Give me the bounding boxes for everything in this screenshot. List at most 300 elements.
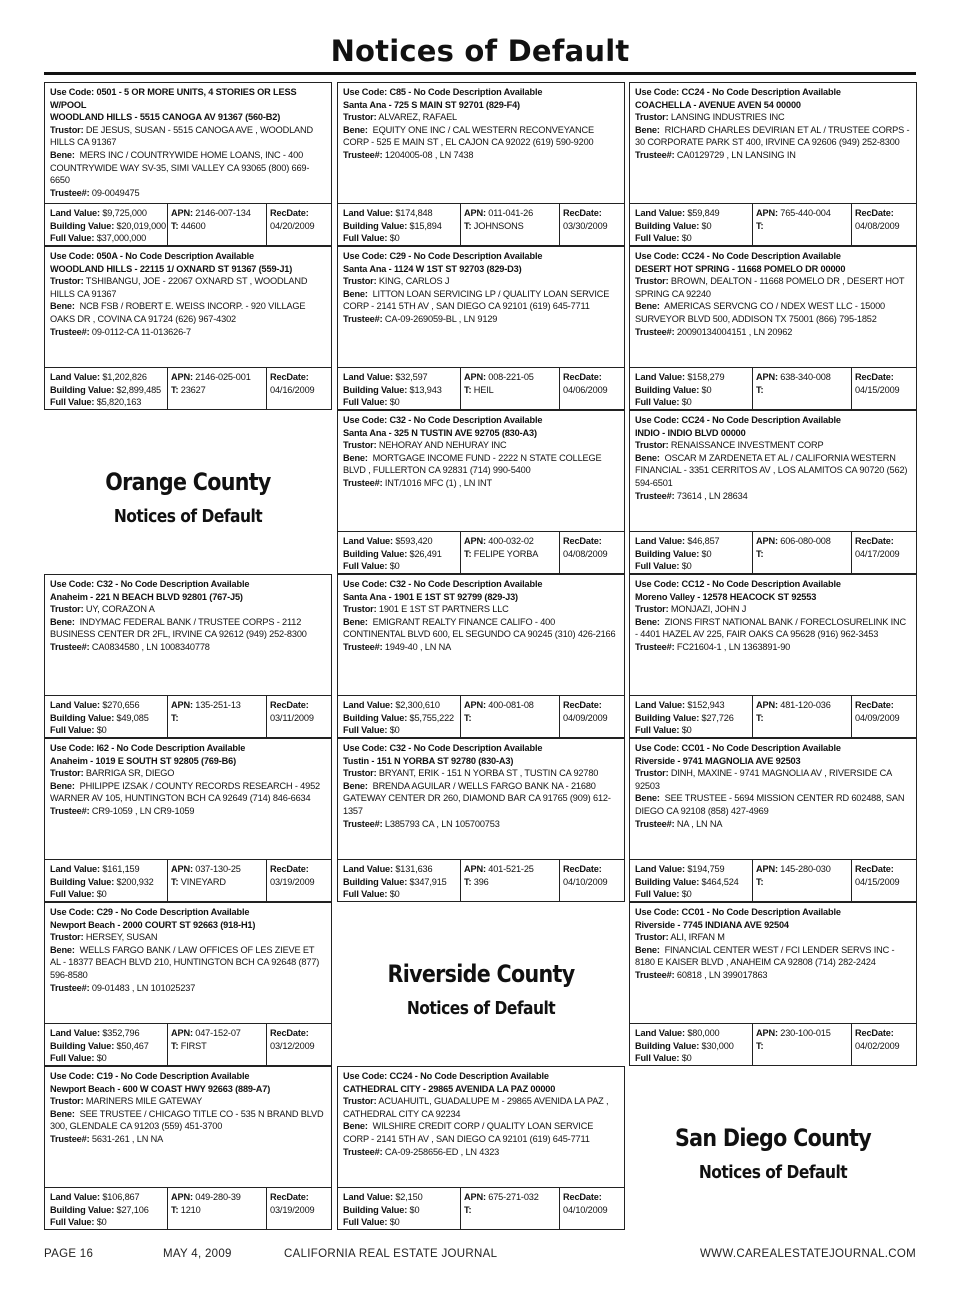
apn-column bbox=[464, 535, 558, 560]
bene-line bbox=[635, 452, 911, 490]
land-value: $59,849 bbox=[687, 208, 720, 218]
bene-value: LITTON LOAN SERVICING LP / QUALITY LOAN SERVICE CORP - 2141 5TH AV , SAN DIEGO CA 92101 (619) 645-7711 bbox=[343, 288, 610, 312]
value-row bbox=[45, 203, 331, 245]
t-label: T: bbox=[464, 712, 472, 723]
land-value-label: Land Value: bbox=[50, 700, 100, 710]
apn-label: APN: bbox=[756, 372, 778, 382]
land-value: $194,759 bbox=[687, 864, 725, 874]
recdate-value: 04/09/2009 bbox=[563, 712, 608, 723]
bene-value: ZIONS FIRST NATIONAL BANK / FORECLOSURELINK INC - 4401 HAZEL AV 225, FAIR OAKS CA 95628 (916) 962-3453 bbox=[635, 616, 906, 640]
t-line bbox=[171, 876, 265, 889]
trustor-value: KING, CARLOS J bbox=[378, 276, 450, 287]
land-value-label: Land Value: bbox=[343, 372, 393, 382]
apn-line bbox=[171, 863, 265, 876]
land-value-label: Land Value: bbox=[635, 372, 685, 382]
notice-body bbox=[338, 83, 624, 162]
full-value-label: Full Value: bbox=[343, 233, 388, 244]
trustee-value: NA , LN NA bbox=[676, 818, 723, 829]
trustee-label: Trustee#: bbox=[343, 641, 383, 652]
recdate-column bbox=[855, 863, 913, 888]
bene-label: Bene: bbox=[50, 616, 75, 627]
notice-body bbox=[630, 903, 916, 982]
trustee-label: Trustee#: bbox=[635, 490, 675, 501]
land-value-label: Land Value: bbox=[635, 1028, 685, 1038]
value-separator bbox=[559, 204, 560, 245]
building-value: $27,106 bbox=[116, 1204, 149, 1215]
apn-line bbox=[171, 1027, 265, 1040]
value-separator bbox=[851, 204, 852, 245]
land-value-label: Land Value: bbox=[635, 700, 685, 710]
recdate-value: 04/08/2009 bbox=[855, 220, 900, 231]
county-name: Riverside County bbox=[387, 960, 575, 988]
value-row bbox=[338, 1187, 624, 1229]
bene-line bbox=[50, 149, 326, 187]
apn-line bbox=[756, 371, 850, 384]
building-value: $13,943 bbox=[409, 384, 442, 395]
land-value-line bbox=[343, 1191, 461, 1204]
t-line bbox=[464, 384, 558, 397]
notice-body bbox=[338, 1067, 624, 1158]
trustor-line bbox=[50, 767, 326, 780]
apn-line bbox=[464, 207, 558, 220]
trustee-value: 1204005-08 , LN 7438 bbox=[384, 149, 474, 160]
notice-card bbox=[337, 738, 625, 902]
trustor-line bbox=[635, 439, 911, 452]
recdate-column bbox=[563, 535, 621, 560]
notice-card bbox=[337, 1066, 625, 1230]
apn-line bbox=[464, 371, 558, 384]
full-value-label: Full Value: bbox=[343, 397, 388, 408]
land-value-line bbox=[50, 371, 168, 384]
apn-column bbox=[464, 207, 558, 232]
apn-column bbox=[171, 1191, 265, 1216]
title-rule bbox=[44, 72, 916, 75]
notice-card bbox=[337, 82, 625, 246]
use-code: Use Code: CC01 - No Code Description Available bbox=[635, 743, 841, 753]
trustor-label: Trustor: bbox=[50, 768, 84, 779]
value-separator bbox=[851, 532, 852, 573]
bene-label: Bene: bbox=[50, 780, 75, 791]
apn-label: APN: bbox=[756, 864, 778, 874]
trustee-value: CA-09-258656-ED , LN 4323 bbox=[384, 1146, 500, 1157]
apn-label: APN: bbox=[171, 700, 193, 710]
trustor-label: Trustor: bbox=[635, 112, 669, 123]
full-value: $0 bbox=[96, 889, 107, 900]
apn-label: APN: bbox=[756, 700, 778, 710]
bene-label: Bene: bbox=[635, 452, 660, 463]
apn-column bbox=[756, 371, 850, 396]
trustee-line bbox=[635, 969, 911, 982]
use-code: Use Code: 050A - No Code Description Available bbox=[50, 251, 254, 261]
full-value-label: Full Value: bbox=[635, 561, 680, 572]
recdate-value: 04/10/2009 bbox=[563, 876, 608, 887]
apn-value: 638-340-008 bbox=[780, 372, 831, 382]
t-label: T: bbox=[464, 876, 472, 887]
full-value: $0 bbox=[389, 889, 400, 900]
apn-value: 011-041-26 bbox=[488, 208, 534, 218]
apn-value: 606-080-008 bbox=[780, 536, 831, 546]
value-separator bbox=[266, 204, 267, 245]
trustee-label: Trustee#: bbox=[635, 818, 675, 829]
bene-label: Bene: bbox=[635, 301, 660, 312]
full-value-line bbox=[50, 724, 168, 737]
building-value-line bbox=[635, 548, 753, 561]
apn-value: 400-032-02 bbox=[488, 536, 534, 546]
footer-publication: CALIFORNIA REAL ESTATE JOURNAL bbox=[284, 1248, 498, 1260]
t-value: 23627 bbox=[180, 384, 206, 395]
trustee-label: Trustee#: bbox=[343, 313, 383, 324]
t-label: T: bbox=[756, 220, 764, 231]
bene-line bbox=[50, 300, 326, 325]
trustee-label: Trustee#: bbox=[343, 477, 383, 488]
trustee-label: Trustee#: bbox=[635, 969, 675, 980]
recdate-label: RecDate: bbox=[563, 536, 602, 546]
trustor-label: Trustor: bbox=[635, 932, 669, 943]
land-value-line bbox=[50, 863, 168, 876]
trustor-value: ALVAREZ, RAFAEL bbox=[378, 112, 458, 123]
apn-value: 135-251-13 bbox=[195, 700, 241, 710]
land-value: $131,636 bbox=[395, 864, 433, 874]
recdate-label: RecDate: bbox=[563, 208, 602, 218]
full-value-label: Full Value: bbox=[635, 1053, 680, 1064]
building-value-line bbox=[50, 1040, 168, 1053]
trustee-line bbox=[343, 477, 619, 490]
t-line bbox=[756, 384, 850, 397]
apn-value: 401-521-25 bbox=[488, 864, 534, 874]
value-separator bbox=[851, 860, 852, 901]
bene-value: SEE TRUSTEE - 5694 MISSION CENTER RD 602488, SAN DIEGO CA 92108 (858) 427-4969 bbox=[635, 793, 905, 816]
apn-line bbox=[464, 863, 558, 876]
trustee-label: Trustee#: bbox=[50, 187, 90, 198]
full-value-label: Full Value: bbox=[50, 889, 95, 900]
t-label: T: bbox=[464, 220, 472, 231]
value-column bbox=[635, 371, 753, 409]
county-banner bbox=[337, 960, 625, 1019]
value-column bbox=[50, 863, 168, 901]
property-address: CATHEDRAL CITY - 29865 AVENIDA LA PAZ 00000 bbox=[343, 1083, 556, 1094]
recdate-column bbox=[270, 207, 328, 232]
recdate-column bbox=[563, 863, 621, 888]
building-value-label: Building Value: bbox=[50, 220, 115, 231]
t-label: T: bbox=[464, 1204, 472, 1215]
trustee-line bbox=[635, 326, 911, 339]
notice-card bbox=[337, 246, 625, 410]
apn-column bbox=[171, 207, 265, 232]
apn-value: 008-221-05 bbox=[488, 372, 534, 382]
building-value-label: Building Value: bbox=[635, 1040, 700, 1051]
notice-body bbox=[45, 739, 331, 818]
recdate-column bbox=[855, 207, 913, 232]
apn-column bbox=[756, 535, 850, 560]
apn-line bbox=[756, 1027, 850, 1040]
trustor-line bbox=[343, 767, 619, 780]
notice-body bbox=[45, 1067, 331, 1146]
property-address: Newport Beach - 600 W COAST HWY 92663 (889-A7) bbox=[50, 1083, 271, 1094]
value-column bbox=[635, 1027, 753, 1065]
land-value: $270,656 bbox=[102, 700, 140, 710]
building-value-line bbox=[635, 712, 753, 725]
full-value-label: Full Value: bbox=[50, 1217, 95, 1228]
land-value-label: Land Value: bbox=[635, 536, 685, 546]
apn-value: 765-440-004 bbox=[780, 208, 831, 218]
land-value-line bbox=[635, 371, 753, 384]
recdate-label: RecDate: bbox=[563, 864, 602, 874]
property-address: Santa Ana - 1124 W 1ST ST 92703 (829-D3) bbox=[343, 263, 522, 274]
county-banner bbox=[629, 1124, 917, 1183]
full-value-label: Full Value: bbox=[343, 1217, 388, 1228]
apn-value: 2146-025-001 bbox=[195, 372, 251, 382]
trustor-line bbox=[635, 931, 911, 944]
land-value-label: Land Value: bbox=[343, 864, 393, 874]
notice-body bbox=[338, 739, 624, 830]
recdate-label: RecDate: bbox=[855, 700, 894, 710]
trustor-value: UY, CORAZON A bbox=[85, 604, 155, 615]
apn-column bbox=[464, 371, 558, 396]
trustor-value: BARRIGA SR, DIEGO bbox=[85, 768, 175, 779]
bene-line bbox=[50, 944, 326, 982]
notice-card bbox=[44, 82, 332, 246]
trustee-value: 09-0049475 bbox=[91, 187, 140, 198]
t-label: T: bbox=[756, 1040, 764, 1051]
trustee-label: Trustee#: bbox=[50, 641, 90, 652]
recdate-value: 03/30/2009 bbox=[563, 220, 608, 231]
value-column bbox=[635, 207, 753, 245]
trustor-label: Trustor: bbox=[635, 604, 669, 615]
value-column bbox=[635, 863, 753, 901]
t-line bbox=[464, 1204, 558, 1217]
building-value-label: Building Value: bbox=[343, 384, 408, 395]
full-value: $0 bbox=[681, 725, 692, 736]
t-label: T: bbox=[171, 220, 179, 231]
apn-line bbox=[171, 1191, 265, 1204]
bene-value: MORTGAGE INCOME FUND - 2222 N STATE COLLEGE BLVD , FULLERTON CA 92831 (714) 990-5400 bbox=[343, 452, 602, 476]
property-address: Santa Ana - 725 S MAIN ST 92701 (829-F4) bbox=[343, 99, 520, 110]
apn-label: APN: bbox=[756, 536, 778, 546]
bene-label: Bene: bbox=[343, 780, 368, 791]
property-address: Newport Beach - 2000 COURT ST 92663 (918-H1) bbox=[50, 919, 256, 930]
building-value: $49,085 bbox=[116, 712, 149, 723]
t-line bbox=[171, 1204, 265, 1217]
full-value-label: Full Value: bbox=[50, 1053, 95, 1064]
trustee-label: Trustee#: bbox=[50, 982, 90, 993]
building-value-label: Building Value: bbox=[635, 384, 700, 395]
notice-card bbox=[44, 738, 332, 902]
notice-body bbox=[630, 575, 916, 654]
recdate-label: RecDate: bbox=[855, 1028, 894, 1038]
value-separator bbox=[559, 368, 560, 409]
bene-value: INDYMAC FEDERAL BANK / TRUSTEE CORPS - 2112 BUSINESS CENTER DR 2FL, IRVINE CA 92612 (949) 252-8300 bbox=[50, 616, 307, 640]
bene-label: Bene: bbox=[343, 288, 368, 299]
land-value-line bbox=[635, 535, 753, 548]
notice-card bbox=[629, 574, 917, 738]
t-value: 1210 bbox=[180, 1204, 201, 1215]
land-value: $2,300,610 bbox=[395, 700, 440, 710]
land-value-label: Land Value: bbox=[343, 208, 393, 218]
value-row bbox=[45, 1187, 331, 1229]
building-value: $30,000 bbox=[701, 1040, 734, 1051]
building-value-label: Building Value: bbox=[343, 1204, 408, 1215]
building-value: $0 bbox=[701, 548, 712, 559]
apn-column bbox=[464, 699, 558, 724]
use-code: Use Code: CC24 - No Code Description Available bbox=[343, 1071, 549, 1081]
t-label: T: bbox=[171, 384, 179, 395]
land-value: $1,202,826 bbox=[102, 372, 147, 382]
trustor-line bbox=[343, 439, 619, 452]
t-value: JOHNSONS bbox=[473, 220, 524, 231]
use-code: Use Code: C32 - No Code Description Available bbox=[50, 579, 250, 589]
land-value: $80,000 bbox=[687, 1028, 720, 1038]
apn-line bbox=[464, 1191, 558, 1204]
trustee-label: Trustee#: bbox=[635, 326, 675, 337]
notice-body bbox=[338, 247, 624, 326]
property-address: Tustin - 151 N YORBA ST 92780 (830-A3) bbox=[343, 755, 514, 766]
land-value-line bbox=[635, 1027, 753, 1040]
trustee-label: Trustee#: bbox=[635, 149, 675, 160]
trustee-line bbox=[50, 326, 326, 339]
trustor-value: DINH, MAXINE - 9741 MAGNOLIA AV , RIVERSIDE CA 92503 bbox=[635, 768, 892, 791]
trustor-label: Trustor: bbox=[635, 440, 669, 451]
recdate-column bbox=[855, 371, 913, 396]
trustee-value: CR9-1059 , LN CR9-1059 bbox=[91, 805, 195, 816]
trustor-value: HERSEY, SUSAN bbox=[85, 932, 158, 943]
footer-page-number: PAGE 16 bbox=[44, 1248, 94, 1260]
bene-value: PHILIPPE IZSAK / COUNTY RECORDS RESEARCH - 4952 WARNER AV 105, HUNTINGTON BCH CA 92649 (714) 846-6634 bbox=[50, 780, 320, 804]
full-value: $0 bbox=[389, 725, 400, 736]
apn-line bbox=[756, 207, 850, 220]
apn-line bbox=[171, 371, 265, 384]
full-value-line bbox=[635, 1052, 753, 1065]
trustor-line bbox=[343, 1095, 619, 1120]
full-value-label: Full Value: bbox=[635, 233, 680, 244]
bene-value: WILSHIRE CREDIT CORP / QUALITY LOAN SERVICE CORP - 2141 5TH AV , SAN DIEGO CA 92101 (619) 645-7711 bbox=[343, 1121, 594, 1144]
recdate-value: 04/15/2009 bbox=[855, 384, 900, 395]
trustor-label: Trustor: bbox=[635, 768, 669, 779]
apn-column bbox=[464, 863, 558, 888]
building-value-label: Building Value: bbox=[50, 876, 115, 887]
recdate-label: RecDate: bbox=[855, 372, 894, 382]
apn-value: 400-081-08 bbox=[488, 700, 534, 710]
recdate-column bbox=[855, 699, 913, 724]
notice-body bbox=[630, 83, 916, 162]
building-value-label: Building Value: bbox=[50, 712, 115, 723]
building-value-line bbox=[635, 876, 753, 889]
value-row bbox=[630, 695, 916, 737]
trustee-value: 60818 , LN 399017863 bbox=[676, 969, 768, 980]
full-value: $0 bbox=[96, 1217, 107, 1228]
trustor-label: Trustor: bbox=[50, 1096, 84, 1107]
building-value-label: Building Value: bbox=[50, 1204, 115, 1215]
apn-label: APN: bbox=[171, 208, 193, 218]
building-value: $347,915 bbox=[409, 876, 447, 887]
full-value-label: Full Value: bbox=[343, 889, 388, 900]
bene-line bbox=[343, 124, 619, 149]
recdate-value: 04/16/2009 bbox=[270, 384, 315, 395]
recdate-value: 04/15/2009 bbox=[855, 876, 900, 887]
trustor-value: LANSING INDUSTRIES INC bbox=[670, 112, 785, 123]
trustee-value: FC21604-1 , LN 1363891-90 bbox=[676, 641, 791, 652]
full-value-label: Full Value: bbox=[635, 889, 680, 900]
apn-column bbox=[171, 699, 265, 724]
use-code: Use Code: CC01 - No Code Description Available bbox=[635, 907, 841, 917]
trustor-line bbox=[635, 111, 911, 124]
page-title: Notices of Default bbox=[330, 34, 630, 68]
apn-label: APN: bbox=[464, 208, 486, 218]
land-value: $46,857 bbox=[687, 536, 720, 546]
recdate-label: RecDate: bbox=[270, 1028, 309, 1038]
t-value: 44600 bbox=[180, 220, 206, 231]
full-value-label: Full Value: bbox=[50, 397, 95, 408]
land-value: $152,943 bbox=[687, 700, 725, 710]
footer-date: MAY 4, 2009 bbox=[163, 1248, 232, 1260]
value-row bbox=[45, 695, 331, 737]
t-line bbox=[464, 220, 558, 233]
value-column bbox=[50, 699, 168, 737]
recdate-value: 03/19/2009 bbox=[270, 1204, 315, 1215]
land-value: $174,848 bbox=[395, 208, 433, 218]
land-value-line bbox=[343, 699, 461, 712]
apn-label: APN: bbox=[756, 1028, 778, 1038]
apn-value: 675-271-032 bbox=[488, 1192, 539, 1202]
trustee-value: 73614 , LN 28634 bbox=[676, 490, 748, 501]
value-column bbox=[50, 1027, 168, 1065]
full-value-line bbox=[343, 232, 461, 245]
bene-line bbox=[635, 124, 911, 149]
recdate-value: 04/06/2009 bbox=[563, 384, 608, 395]
building-value: $50,467 bbox=[116, 1040, 149, 1051]
full-value: $0 bbox=[96, 1053, 107, 1064]
t-line bbox=[171, 1040, 265, 1053]
land-value-line bbox=[50, 1191, 168, 1204]
t-label: T: bbox=[171, 1040, 179, 1051]
notice-body bbox=[630, 247, 916, 338]
land-value-label: Land Value: bbox=[50, 1028, 100, 1038]
trustor-value: TSHIBANGU, JOE - 22067 OXNARD ST , WOODLAND HILLS CA 91367 bbox=[50, 276, 308, 299]
t-label: T: bbox=[756, 876, 764, 887]
bene-value: OSCAR M ZARDENETA ET AL / CALIFORNIA WESTERN FINANCIAL - 3351 CERRITOS AV , LOS ALAMITOS CA 90720 (562) 594-6501 bbox=[635, 452, 908, 488]
apn-line bbox=[756, 535, 850, 548]
land-value: $9,725,000 bbox=[102, 208, 147, 218]
t-label: T: bbox=[171, 876, 179, 887]
recdate-label: RecDate: bbox=[270, 1192, 309, 1202]
value-row bbox=[45, 367, 331, 409]
trustee-value: 20090134004151 , LN 20962 bbox=[676, 326, 793, 337]
building-value-line bbox=[343, 548, 461, 561]
building-value-label: Building Value: bbox=[343, 220, 408, 231]
use-code: Use Code: C19 - No Code Description Available bbox=[50, 1071, 250, 1081]
full-value: $5,820,163 bbox=[96, 397, 142, 408]
building-value-label: Building Value: bbox=[343, 548, 408, 559]
value-row bbox=[630, 531, 916, 573]
t-value: FIRST bbox=[180, 1040, 207, 1051]
trustee-line bbox=[50, 1133, 326, 1146]
recdate-value: 03/19/2009 bbox=[270, 876, 315, 887]
t-value: VINEYARD bbox=[180, 876, 226, 887]
value-column bbox=[635, 535, 753, 573]
recdate-value: 04/20/2009 bbox=[270, 220, 315, 231]
full-value: $0 bbox=[96, 725, 107, 736]
apn-label: APN: bbox=[171, 1028, 193, 1038]
apn-value: 230-100-015 bbox=[780, 1028, 831, 1038]
t-line bbox=[756, 548, 850, 561]
building-value: $15,894 bbox=[409, 220, 442, 231]
notice-card bbox=[337, 410, 625, 574]
bene-value: FINANCIAL CENTER WEST / FCI LENDER SERVS INC - 8180 E KAISER BLVD , ANAHEIM CA 92808 (714) 282-2424 bbox=[635, 944, 895, 968]
use-code: Use Code: CC12 - No Code Description Available bbox=[635, 579, 841, 589]
building-value: $0 bbox=[409, 1204, 420, 1215]
full-value: $0 bbox=[681, 397, 692, 408]
building-value-line bbox=[343, 712, 461, 725]
trustee-line bbox=[343, 1146, 619, 1159]
